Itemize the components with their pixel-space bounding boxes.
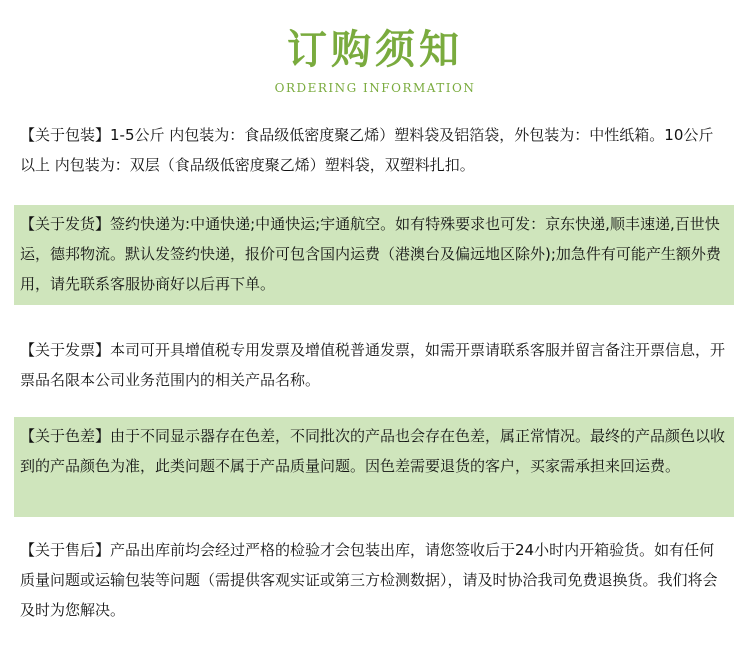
- section-packaging: [14, 120, 734, 184]
- section-tag: 【关于发货】: [20, 215, 111, 233]
- section-shipping: [14, 205, 734, 305]
- section-after-sales: [14, 535, 734, 631]
- section-text: 1-5公斤 内包装为：食品级低密度聚乙烯）塑料袋及铝箔袋，外包装为：中性纸箱。10公斤以上 内包装为：双层（食品级低密度聚乙烯）塑料袋，双塑料扎扣。: [20, 126, 714, 174]
- section-tag: 【关于发票】: [20, 341, 111, 359]
- section-text: 签约快递为:中通快递;中通快运;宇通航空。如有特殊要求也可发：京东快递,顺丰速递,百世快运，德邦物流。默认发签约快递，报价可包含国内运费（港澳台及偏远地区除外);加急件有可能产生额外费用，请先联系客服协商好以后再下单。: [20, 215, 721, 293]
- page-header: [0, 22, 750, 96]
- section-color-difference: [14, 417, 734, 517]
- page-subtitle: ORDERING INFORMATION: [274, 81, 476, 95]
- section-tag: 【关于售后】: [20, 541, 111, 559]
- section-tag: 【关于包装】: [20, 126, 111, 144]
- section-text: 本司可开具增值税专用发票及增值税普通发票，如需开票请联系客服并留言备注开票信息，开票品名限本公司业务范围内的相关产品名称。: [20, 341, 726, 389]
- section-invoice: [14, 335, 734, 399]
- section-tag: 【关于色差】: [20, 427, 111, 445]
- page-title: 订购须知: [287, 27, 463, 73]
- section-text: 产品出库前均会经过严格的检验才会包装出库，请您签收后于24小时内开箱验货。如有任何质量问题或运输包装等问题（需提供客观实证或第三方检测数据），请及时协洽我司免费退换货。我们将会及时为您解决。: [20, 541, 718, 619]
- section-text: 由于不同显示器存在色差，不同批次的产品也会存在色差，属正常情况。最终的产品颜色以收到的产品颜色为准，此类问题不属于产品质量问题。因色差需要退货的客户，买家需承担来回运费。: [20, 427, 726, 475]
